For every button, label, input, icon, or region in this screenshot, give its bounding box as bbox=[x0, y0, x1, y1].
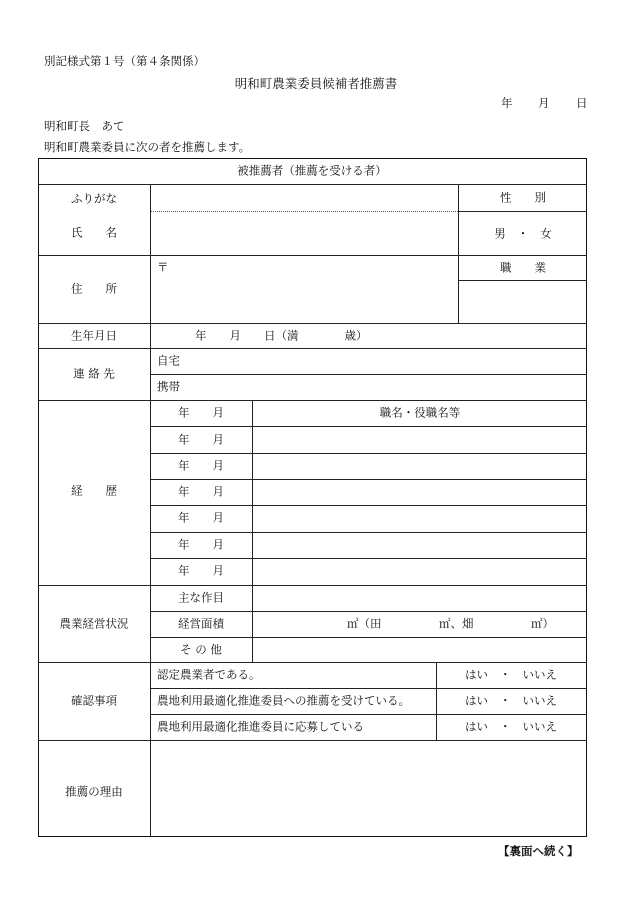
furigana-field[interactable] bbox=[152, 186, 456, 210]
intro-text: 明和町農業委員に次の者を推薦します。 bbox=[44, 140, 251, 154]
career-year-month[interactable]: 年 月 bbox=[178, 537, 224, 552]
farming-row-label: 経営面積 bbox=[178, 616, 224, 631]
birthdate-field[interactable]: 年 月 日（満 歳） bbox=[195, 328, 368, 343]
confirmation-item: 農地利用最適化推進委員に応募している bbox=[157, 719, 364, 734]
confirmation-answer[interactable]: はい ・ いいえ bbox=[465, 719, 557, 734]
furigana-label: ふりがな bbox=[71, 191, 117, 206]
address-label: 住 所 bbox=[71, 281, 117, 296]
contact-home[interactable]: 自宅 bbox=[157, 353, 180, 368]
date-day[interactable]: 日 bbox=[576, 96, 588, 110]
main-crop-field[interactable] bbox=[254, 587, 585, 610]
contact-mobile[interactable]: 携帯 bbox=[157, 379, 180, 394]
continued-on-back-note: 【裏面へ続く】 bbox=[498, 844, 579, 858]
confirmation-answer[interactable]: はい ・ いいえ bbox=[465, 667, 557, 682]
reason-field[interactable] bbox=[152, 742, 585, 835]
career-column-header: 職名・役職名等 bbox=[379, 405, 461, 420]
occupation-label: 職 業 bbox=[500, 260, 546, 275]
confirmation-item: 農地利用最適化推進委員への推薦を受けている。 bbox=[157, 693, 410, 708]
confirmation-label: 確認事項 bbox=[71, 693, 117, 708]
career-year-month[interactable]: 年 月 bbox=[178, 563, 224, 578]
document-title: 明和町農業委員候補者推薦書 bbox=[234, 75, 398, 91]
name-label: 氏 名 bbox=[71, 225, 117, 240]
form-number: 別記様式第１号（第４条関係） bbox=[44, 54, 205, 68]
confirmation-answer[interactable]: はい ・ いいえ bbox=[465, 693, 557, 708]
date-year[interactable]: 年 bbox=[501, 96, 513, 110]
career-year-month[interactable]: 年 月 bbox=[178, 432, 224, 447]
date-month[interactable]: 月 bbox=[538, 96, 550, 110]
career-year-month[interactable]: 年 月 bbox=[178, 458, 224, 473]
farm-area-field[interactable]: ㎡（田 ㎡、畑 ㎡） bbox=[347, 616, 554, 631]
farming-label: 農業経営状況 bbox=[59, 616, 129, 631]
farming-row-label: そ の 他 bbox=[180, 642, 222, 657]
occupation-field[interactable] bbox=[460, 282, 585, 321]
other-field[interactable] bbox=[254, 639, 585, 661]
name-field[interactable] bbox=[152, 213, 456, 253]
career-year-month[interactable]: 年 月 bbox=[178, 484, 224, 499]
career-year-month: 年 月 bbox=[178, 405, 224, 420]
gender-label: 性 別 bbox=[500, 190, 546, 205]
career-year-month[interactable]: 年 月 bbox=[178, 510, 224, 525]
career-label: 経 歴 bbox=[71, 483, 117, 498]
gender-options[interactable]: 男 ・ 女 bbox=[494, 226, 552, 241]
reason-label: 推薦の理由 bbox=[65, 784, 123, 799]
address-field[interactable] bbox=[152, 257, 456, 321]
birthdate-label: 生年月日 bbox=[71, 328, 117, 343]
contact-label: 連 絡 先 bbox=[73, 366, 115, 381]
farming-row-label: 主な作目 bbox=[178, 590, 224, 605]
postal-mark: 〒 bbox=[157, 260, 169, 274]
addressee: 明和町長 あて bbox=[44, 119, 125, 133]
nominee-section-header: 被推薦者（推薦を受ける者） bbox=[237, 163, 387, 178]
confirmation-item: 認定農業者である。 bbox=[157, 667, 261, 682]
